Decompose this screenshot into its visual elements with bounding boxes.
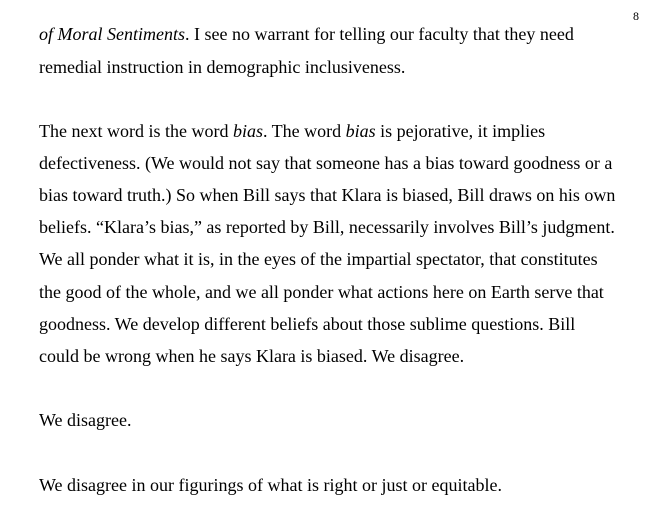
- text-line: [39, 184, 615, 206]
- text-span: defectiveness. (We would not say that someone has a bias toward goodness or a: [39, 153, 613, 173]
- text-span: We all ponder what it is, in the eyes of the impartial spectator, that constitutes: [39, 249, 598, 269]
- text-span: could be wrong when he says Klara is biased. We disagree.: [39, 346, 465, 366]
- text-line: [39, 474, 502, 496]
- text-span: goodness. We develop different beliefs about those sublime questions. Bill: [39, 314, 576, 334]
- text-line: [39, 120, 545, 142]
- text-line: [39, 313, 575, 335]
- page-number: 8: [633, 9, 639, 23]
- italic-text: bias: [345, 121, 376, 141]
- text-span: beliefs. “Klara’s bias,” as reported by Bill, necessarily involves Bill’s judgment.: [39, 217, 615, 237]
- text-span: the good of the whole, and we all ponder what actions here on Earth serve that: [39, 282, 604, 302]
- text-line: [39, 409, 132, 431]
- text-line: [39, 248, 598, 270]
- text-span: The next word is the word: [39, 121, 233, 141]
- text-span: We disagree in our figurings of what is right or just or equitable.: [39, 475, 502, 495]
- text-span: remedial instruction in demographic inclusiveness.: [39, 57, 406, 77]
- text-span: . I see no warrant for telling our faculty that they need: [185, 24, 574, 44]
- text-line: [39, 345, 464, 367]
- text-line: [39, 23, 574, 45]
- italic-text: of Moral Sentiments: [39, 24, 185, 44]
- text-line: [39, 216, 615, 238]
- text-line: [39, 56, 405, 78]
- text-span: bias toward truth.) So when Bill says that Klara is biased, Bill draws on his own: [39, 185, 616, 205]
- text-line: [39, 152, 612, 174]
- italic-text: bias: [232, 121, 263, 141]
- text-line: [39, 281, 604, 303]
- text-span: We disagree.: [39, 410, 132, 430]
- text-span: . The word: [262, 121, 346, 141]
- text-span: is pejorative, it implies: [375, 121, 546, 141]
